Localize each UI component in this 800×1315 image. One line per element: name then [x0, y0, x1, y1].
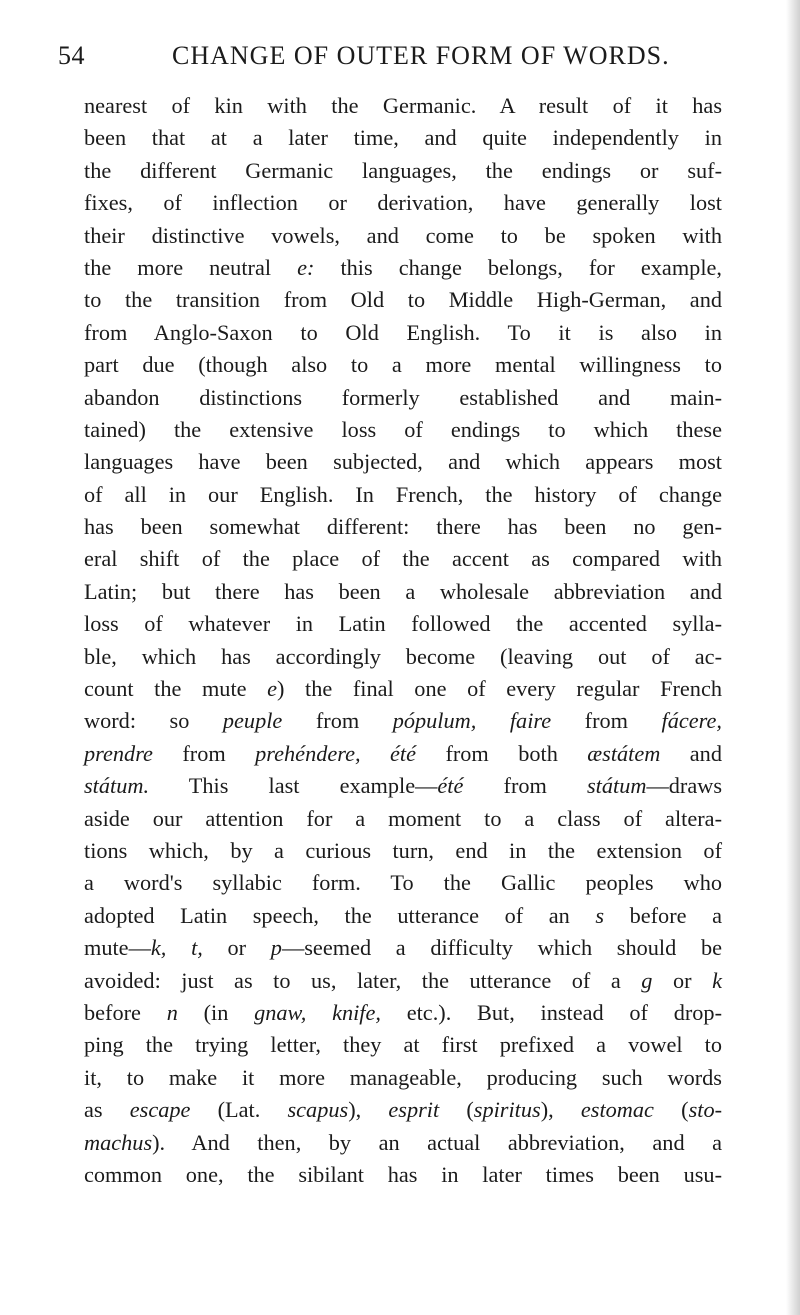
- text-segment: has been somewhat different: there has been no gen-: [84, 514, 722, 540]
- text-segment: or: [652, 967, 713, 993]
- text-segment: ) the final one of every regular French: [277, 676, 722, 702]
- text-segment: the different Germanic languages, the endings or suf-: [84, 157, 722, 183]
- text-segment: abandon distinctions formerly established and main-: [84, 384, 722, 410]
- text-segment: [476, 708, 510, 733]
- text-line: [84, 641, 722, 673]
- body-text: [84, 90, 722, 1191]
- text-line: [84, 608, 722, 640]
- text-segment: Latin; but there has been a wholesale abbreviation and: [84, 578, 722, 604]
- italic-text-segment: prendre: [84, 740, 153, 766]
- text-segment: tions which, by a curious turn, end in the extension of: [84, 837, 722, 863]
- text-segment: of all in our English. In French, the history of change: [84, 481, 722, 507]
- italic-text-segment: faire: [509, 708, 552, 734]
- text-segment: from: [463, 773, 587, 799]
- text-segment: mute—: [84, 935, 151, 961]
- text-segment: This last example—: [149, 773, 438, 799]
- text-segment: adopted Latin speech, the utterance of an: [84, 902, 596, 928]
- italic-text-segment: knife,: [332, 999, 381, 1025]
- italic-text-segment: scapus: [287, 1097, 349, 1123]
- text-line: [84, 673, 722, 705]
- text-segment: [166, 935, 191, 960]
- text-line: [84, 965, 722, 997]
- text-line: [84, 803, 722, 835]
- text-line: [84, 1062, 722, 1094]
- text-segment: this change belongs, for example,: [314, 254, 722, 280]
- italic-text-segment: machus: [84, 1129, 153, 1155]
- text-line: [84, 284, 722, 316]
- text-segment: from: [282, 708, 393, 734]
- italic-text-segment: æstátem: [587, 740, 661, 766]
- text-line: [84, 770, 722, 802]
- italic-text-segment: gnaw,: [254, 999, 307, 1025]
- text-segment: —seemed a difficulty which should be: [281, 935, 722, 961]
- text-segment: from: [152, 740, 256, 766]
- text-segment: from both: [416, 740, 588, 766]
- text-segment: their distinctive vowels, and come to be spoken with: [84, 222, 722, 248]
- text-line: [84, 90, 722, 122]
- italic-text-segment: s: [595, 902, 605, 928]
- text-line: [84, 155, 722, 187]
- italic-text-segment: státum: [586, 773, 647, 799]
- italic-text-segment: n: [166, 999, 178, 1025]
- page-number: 54: [58, 41, 85, 70]
- text-segment: part due (though also to a more mental willingness to: [84, 352, 722, 378]
- text-line: [84, 543, 722, 575]
- text-line: [84, 479, 722, 511]
- text-line: [84, 932, 722, 964]
- italic-text-segment: k: [712, 967, 722, 993]
- text-line: [84, 414, 722, 446]
- text-line: [84, 220, 722, 252]
- text-segment: [306, 1000, 332, 1025]
- text-line: [84, 122, 722, 154]
- italic-text-segment: t,: [191, 935, 203, 961]
- running-head-title: CHANGE OF OUTER FORM OF WORDS.: [172, 41, 670, 70]
- italic-text-segment: státum.: [84, 773, 150, 799]
- text-segment: ping the trying letter, they at first prefixed a vowel to: [84, 1032, 722, 1058]
- text-line: [84, 382, 722, 414]
- italic-text-segment: sto-: [688, 1097, 723, 1123]
- italic-text-segment: pópulum,: [392, 708, 477, 734]
- text-segment: fixes, of inflection or derivation, have generally lost: [84, 190, 722, 216]
- text-segment: etc.). But, instead of drop-: [380, 999, 723, 1025]
- text-line: [84, 317, 722, 349]
- text-line: [84, 349, 722, 381]
- text-line: [84, 1094, 722, 1126]
- text-segment: before a: [604, 902, 722, 928]
- text-line: [84, 576, 722, 608]
- italic-text-segment: fácere,: [661, 708, 722, 734]
- text-segment: a word's syllabic form. To the Gallic peoples who: [84, 870, 722, 896]
- text-line: [84, 252, 722, 284]
- text-segment: (in: [177, 999, 255, 1025]
- text-segment: languages have been subjected, and which appears most: [84, 449, 722, 475]
- italic-text-segment: peuple: [222, 708, 283, 734]
- text-line: [84, 1159, 722, 1191]
- text-line: [84, 511, 722, 543]
- italic-text-segment: e: [267, 676, 278, 702]
- text-segment: word: so: [84, 708, 223, 734]
- text-segment: from Anglo-Saxon to Old English. To it is also in: [84, 319, 722, 345]
- text-segment: —draws: [646, 773, 722, 799]
- italic-text-segment: k,: [150, 935, 167, 961]
- italic-text-segment: e:: [297, 254, 315, 280]
- text-segment: loss of whatever in Latin followed the accented sylla-: [84, 611, 722, 637]
- italic-text-segment: g: [641, 967, 653, 993]
- italic-text-segment: estomac: [580, 1097, 654, 1123]
- italic-text-segment: prehéndere,: [255, 740, 361, 766]
- text-segment: tained) the extensive loss of endings to which these: [84, 416, 722, 442]
- text-line: [84, 1029, 722, 1061]
- text-segment: (: [653, 1097, 689, 1123]
- text-segment: (Lat.: [190, 1097, 288, 1123]
- text-segment: ). And then, by an actual abbreviation, and a: [152, 1129, 722, 1155]
- text-segment: count the mute: [84, 676, 268, 702]
- text-segment: from: [551, 708, 662, 734]
- italic-text-segment: escape: [129, 1097, 191, 1123]
- text-segment: ble, which has accordingly become (leaving out of ac-: [84, 643, 722, 669]
- italic-text-segment: été: [437, 773, 464, 799]
- italic-text-segment: p: [270, 935, 282, 961]
- text-segment: or: [202, 935, 271, 961]
- text-line: [84, 867, 722, 899]
- text-line: [84, 997, 722, 1029]
- text-segment: common one, the sibilant has in later times been usu-: [84, 1161, 722, 1187]
- text-segment: eral shift of the place of the accent as compared with: [84, 546, 722, 572]
- text-line: [84, 835, 722, 867]
- text-segment: [361, 741, 390, 766]
- text-segment: ),: [348, 1097, 389, 1123]
- text-segment: ),: [540, 1097, 581, 1123]
- text-segment: aside our attention for a moment to a class of altera-: [84, 805, 722, 831]
- running-header: [58, 36, 718, 76]
- text-line: [84, 187, 722, 219]
- text-segment: it, to make it more manageable, producing such words: [84, 1064, 722, 1090]
- text-segment: avoided: just as to us, later, the utterance of a: [84, 967, 642, 993]
- page-edge-shadow: [786, 0, 800, 1315]
- text-segment: nearest of kin with the Germanic. A result of it has: [84, 93, 722, 118]
- italic-text-segment: été: [390, 740, 417, 766]
- text-line: [84, 1127, 722, 1159]
- text-segment: as: [84, 1097, 130, 1123]
- text-segment: before: [84, 999, 167, 1025]
- italic-text-segment: esprit: [388, 1097, 440, 1123]
- text-line: [84, 705, 722, 737]
- text-segment: been that at a later time, and quite independently in: [84, 125, 722, 151]
- italic-text-segment: spiritus: [473, 1097, 541, 1123]
- text-segment: the more neutral: [84, 254, 298, 280]
- text-line: [84, 446, 722, 478]
- text-segment: and: [660, 740, 722, 766]
- text-line: [84, 900, 722, 932]
- text-segment: (: [439, 1097, 474, 1123]
- text-segment: to the transition from Old to Middle High-German, and: [84, 287, 722, 313]
- text-line: [84, 738, 722, 770]
